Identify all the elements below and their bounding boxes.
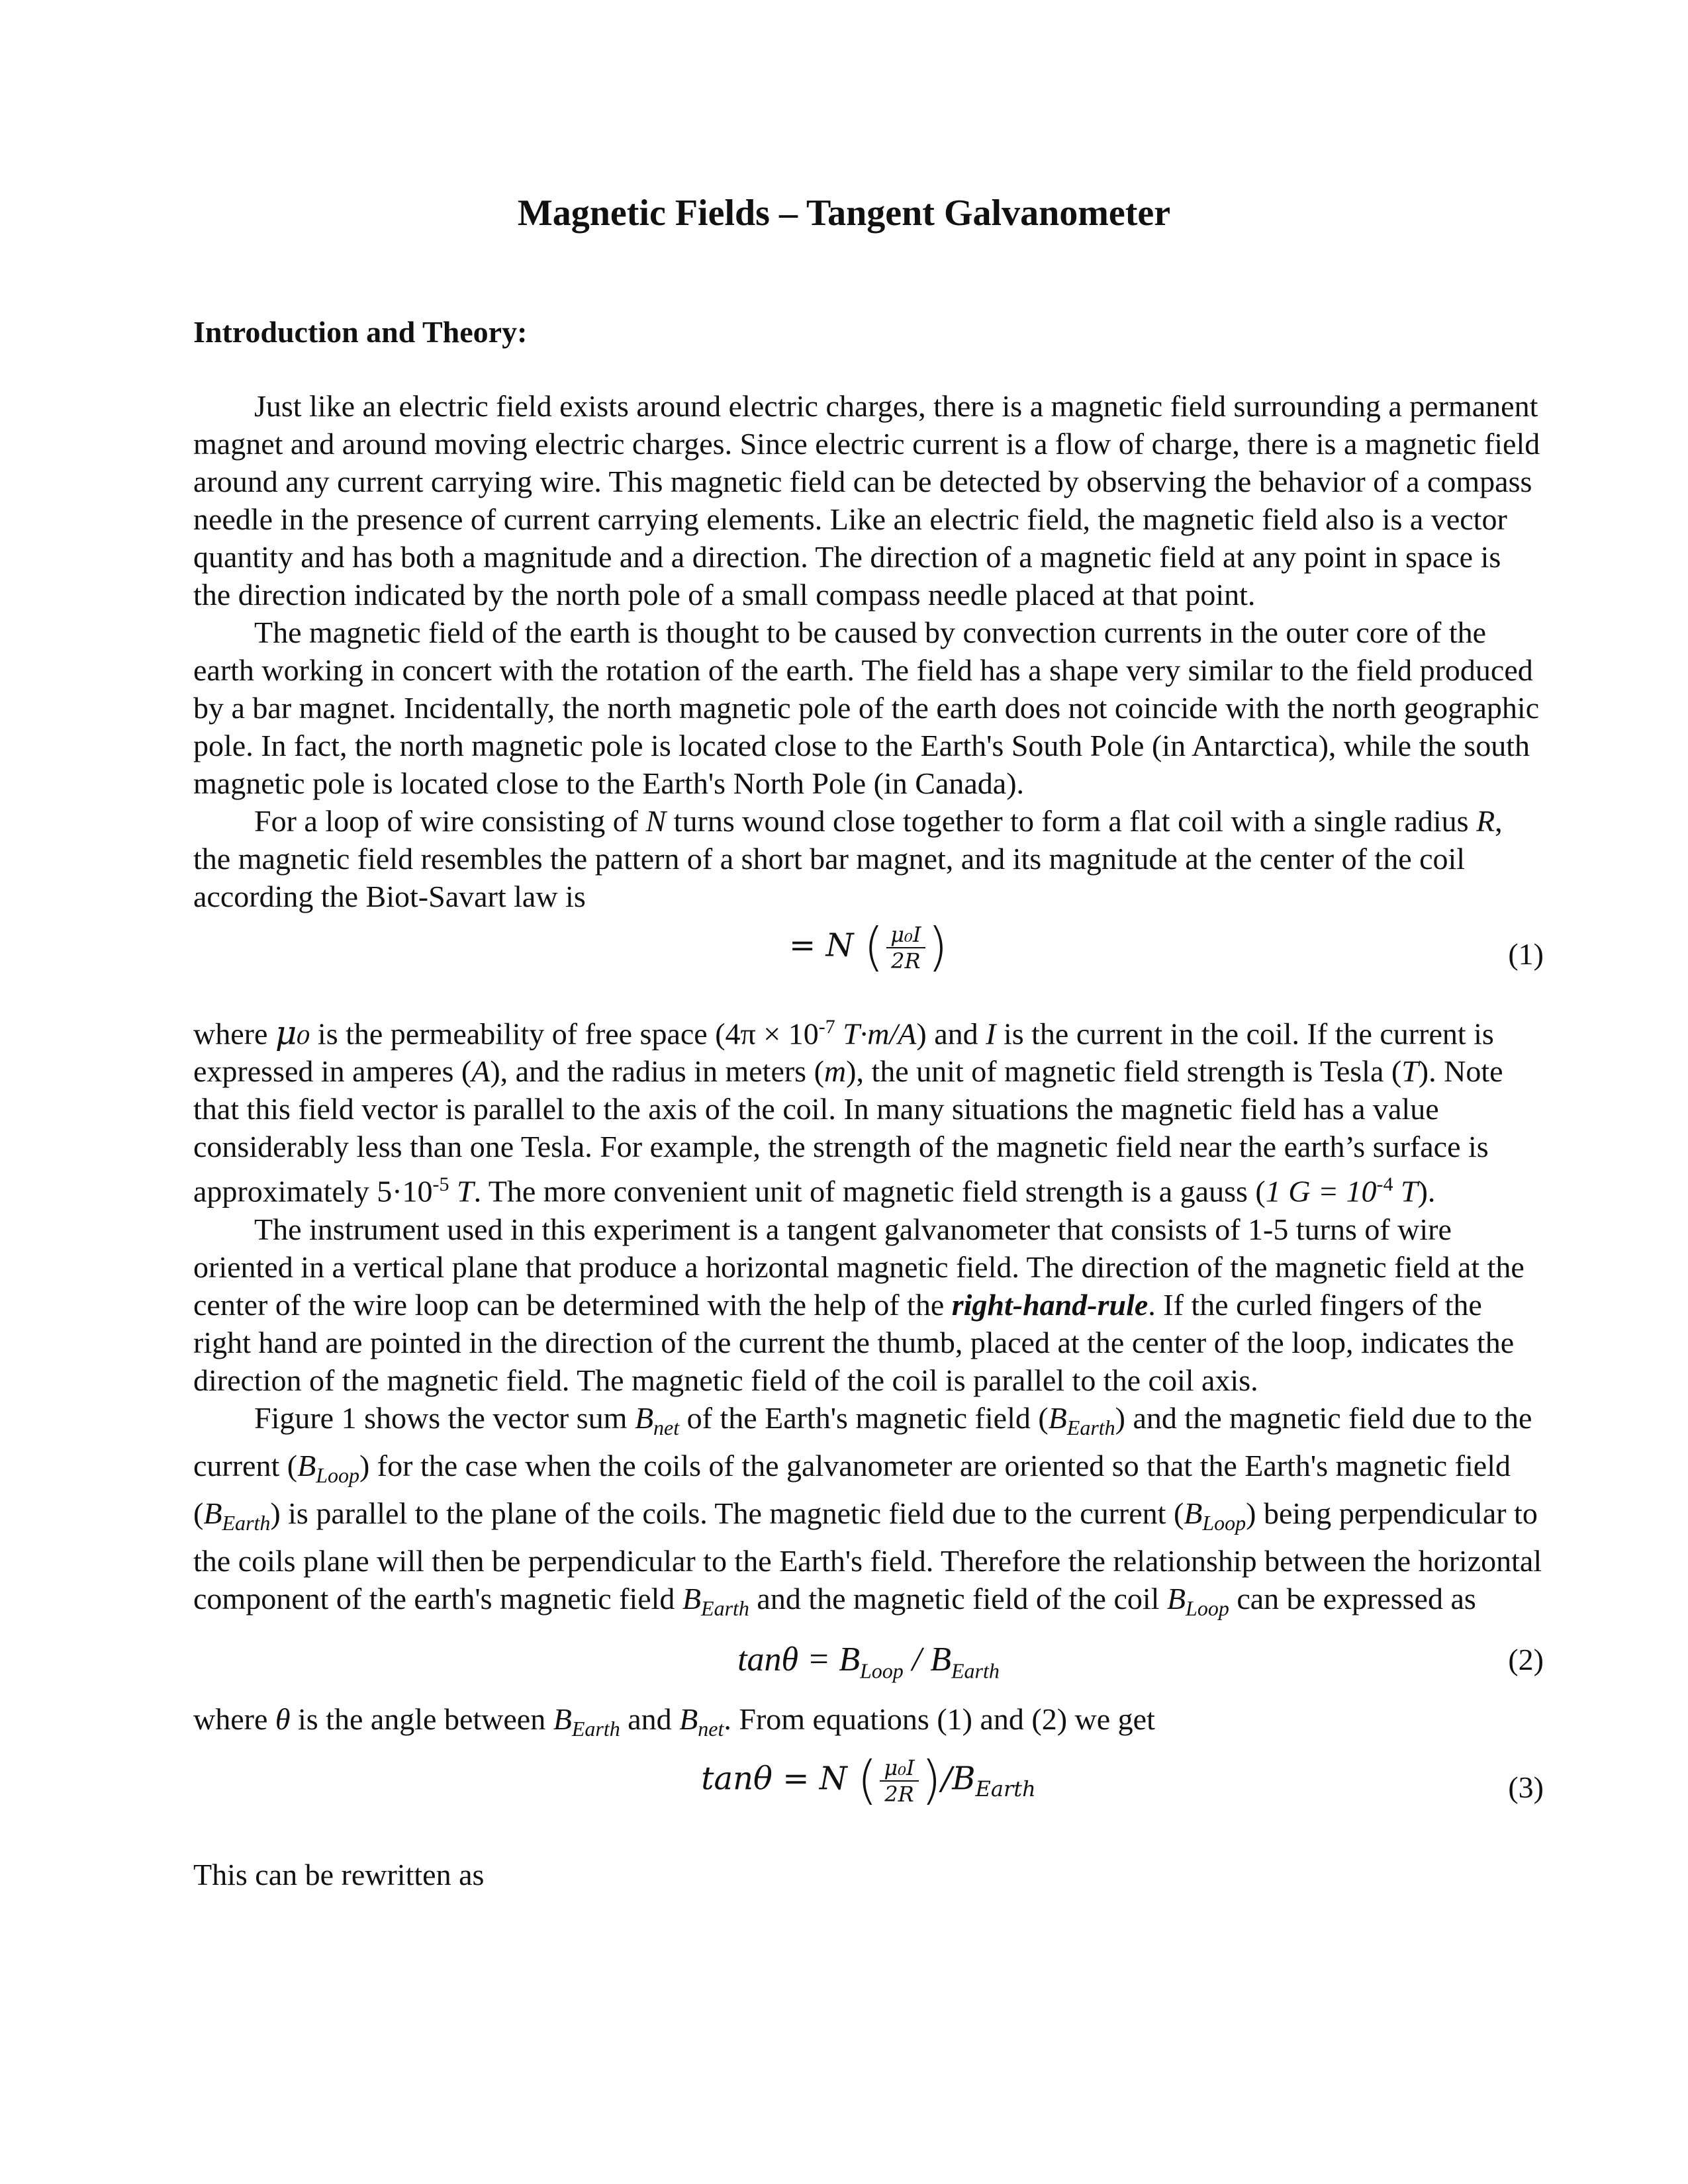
variable-b: B <box>553 1702 572 1737</box>
text-run: is the angle between <box>290 1702 553 1737</box>
section-heading: Introduction and Theory: <box>193 315 528 349</box>
equation-3-number: (3) <box>1508 1770 1544 1804</box>
right-hand-rule-term: right-hand-rule <box>951 1287 1149 1322</box>
text-run: ) and <box>916 1017 986 1051</box>
variable-i: I <box>986 1017 996 1051</box>
text-run: ) for the case when the coils of the galvanometer are oriented so that the Earth's magnetic field ( <box>193 1448 1511 1531</box>
variable-b: B <box>297 1448 316 1482</box>
variable-b: B <box>1184 1496 1203 1531</box>
paragraph-3 <box>193 802 1544 915</box>
mu-zero-symbol: μ₀ <box>275 1013 310 1052</box>
text-run: where <box>193 1017 275 1051</box>
fraction-numerator: μ₀I <box>886 922 925 948</box>
fraction <box>880 1755 918 1807</box>
paren-left: ( <box>857 1751 878 1811</box>
fraction-denominator: 2R <box>891 948 921 974</box>
exponent: -7 <box>818 1016 835 1038</box>
text-run: where <box>193 1702 275 1737</box>
text-run: and the magnetic field of the coil <box>749 1582 1167 1616</box>
subscript-earth: Earth <box>701 1596 749 1621</box>
paragraph-1: Just like an electric field exists around electric charges, there is a magnetic field surrounding a permanent magnet and around moving electric charges. Since electric current is a flow of charge, there is a magnetic field around any current carrying wire. This magnetic field can be detected by observing the behavior of a compass needle in the presence of current carrying elements. Like an electric field, the magnetic field also is a vector quantity and has both a magnitude and a direction. The direction of a magnetic field at any point in space is the direction indicated by the north pole of a small compass needle placed at that point. <box>193 389 1540 612</box>
text-run: can be expressed as <box>1229 1582 1476 1616</box>
paren-left: ( <box>863 917 884 978</box>
variable-b: B <box>839 1641 860 1679</box>
units: T·m/A <box>835 1017 917 1051</box>
unit-m: m <box>823 1054 847 1089</box>
text-run: . From equations (1) and (2) we get <box>724 1702 1155 1737</box>
paragraph-2: The magnetic field of the earth is thought to be caused by convection currents in the outer core of the earth working in concert with the rotation of the earth. The field has a shape very similar to the field produced by a bar magnet. Incidentally, the north magnetic pole of the earth does not coincide with the north geographic pole. In fact, the north magnetic pole is located close to the Earth's South Pole (in Antarctica), while the south magnetic pole is located close to the Earth's North Pole (in Canada). <box>193 615 1540 800</box>
text-run: ), and the radius in meters ( <box>490 1054 824 1089</box>
subscript-earth: Earth <box>1066 1415 1115 1439</box>
text-run: ), the unit of magnetic field strength is Tesla ( <box>846 1054 1402 1089</box>
equation-3-lhs: tanθ = N <box>701 1760 847 1797</box>
variable-b: B <box>203 1496 222 1531</box>
text-run: ) is parallel to the plane of the coils. The magnetic field due to the current ( <box>270 1496 1184 1531</box>
text-run: is the current in the coil. If the current is expressed in amperes ( <box>193 1017 1494 1089</box>
equation-1-expression <box>193 917 1544 978</box>
text-run: , the magnetic field resembles the pattern of a short bar magnet, and its magnitude at the center of the coil according the Biot-Savart law is <box>193 804 1503 913</box>
paragraph-8: This can be rewritten as <box>193 1857 485 1891</box>
unit-t: T <box>1401 1054 1419 1089</box>
text-run: ). <box>1417 1174 1436 1208</box>
paragraph-7 <box>193 1700 1544 1748</box>
text-run: Figure 1 shows the vector sum <box>254 1400 635 1435</box>
exponent: -5 <box>432 1173 449 1196</box>
division-slash: / <box>903 1641 931 1679</box>
unit-t: T <box>449 1174 474 1208</box>
equation-1 <box>193 915 1544 1008</box>
gauss-definition: 1 G = 10 <box>1265 1174 1377 1208</box>
paren-right: ) <box>921 1751 942 1811</box>
fraction-denominator: 2R <box>884 1781 914 1807</box>
equation-2-expression <box>193 1641 1544 1690</box>
page-title: Magnetic Fields – Tangent Galvanometer <box>517 193 1171 234</box>
subscript-net: net <box>653 1415 680 1439</box>
equation-1-number: (1) <box>1508 937 1544 971</box>
variable-b: B <box>1048 1400 1067 1435</box>
paragraph-5 <box>193 1210 1544 1399</box>
text-run: and <box>620 1702 680 1737</box>
variable-r: R <box>1476 804 1495 838</box>
equation-2-number: (2) <box>1508 1643 1544 1677</box>
subscript-loop: Loop <box>859 1659 904 1683</box>
subscript-earth: Earth <box>975 1776 1036 1801</box>
variable-b: B <box>930 1641 951 1679</box>
paragraph-6 <box>193 1399 1544 1628</box>
text-run: turns wound close together to form a flat coil with a single radius <box>666 804 1477 838</box>
subscript-earth: Earth <box>571 1717 620 1741</box>
theta-symbol: θ <box>275 1702 291 1737</box>
variable-b: B <box>679 1702 698 1737</box>
text-run: . The more convenient unit of magnetic field strength is a gauss ( <box>473 1174 1266 1208</box>
variable-b: B <box>634 1400 654 1435</box>
subscript-loop: Loop <box>1186 1596 1229 1621</box>
text-run: ) and the magnetic field due to the current ( <box>193 1400 1532 1482</box>
text-run: For a loop of wire consisting of <box>254 804 646 838</box>
text-run: . If the curled fingers of the right hand are pointed in the direction of the current the thumb, placed at the center of the loop, indicates the direction of the magnetic field. The magnetic field of the coil is parallel to the coil axis. <box>193 1287 1515 1397</box>
variable-n: N <box>645 804 667 838</box>
subscript-earth: Earth <box>951 1659 1000 1683</box>
equation-3-rhs: /B <box>941 1760 976 1797</box>
fraction <box>886 922 925 974</box>
paren-right: ) <box>927 917 948 978</box>
subscript-net: net <box>698 1717 724 1741</box>
paragraph-4 <box>193 1008 1544 1210</box>
text-run: ). Note that this field vector is parallel to the axis of the coil. In many situations the magnetic field has a value considerably less than one Tesla. For example, the strength of the magnetic field near the earth’s surface is approximately 5·10 <box>193 1054 1503 1208</box>
equation-1-lhs: = N <box>789 927 854 964</box>
equation-3-expression <box>193 1751 1544 1811</box>
text-run: is the permeability of free space (4π × 10 <box>310 1017 819 1051</box>
variable-b: B <box>682 1582 702 1616</box>
subscript-loop: Loop <box>316 1463 359 1488</box>
text-run: The instrument used in this experiment is a tangent galvanometer that consists of 1-5 turns of wire oriented in a vertical plane that produce a horizontal magnetic field. The direction of the magnetic field at the center of the wire loop can be determined with the help of the <box>193 1212 1524 1322</box>
variable-b: B <box>1166 1582 1186 1616</box>
text-run: of the Earth's magnetic field ( <box>679 1400 1049 1435</box>
text-run: ) being perpendicular to the coils plane will then be perpendicular to the Earth's field. Therefore the relationship between the horizontal component of the earth's magnetic field <box>193 1496 1542 1616</box>
unit-a: A <box>471 1054 491 1089</box>
equals-sign: = <box>798 1641 839 1679</box>
equation-2 <box>193 1641 1544 1700</box>
unit-t: T <box>1393 1174 1418 1208</box>
exponent: -4 <box>1376 1173 1393 1196</box>
subscript-earth: Earth <box>222 1511 271 1535</box>
equation-3 <box>193 1749 1544 1841</box>
tan-theta: tanθ <box>737 1641 799 1679</box>
document-body <box>193 387 1544 1893</box>
fraction-numerator: μ₀I <box>880 1755 918 1782</box>
subscript-loop: Loop <box>1202 1511 1246 1535</box>
